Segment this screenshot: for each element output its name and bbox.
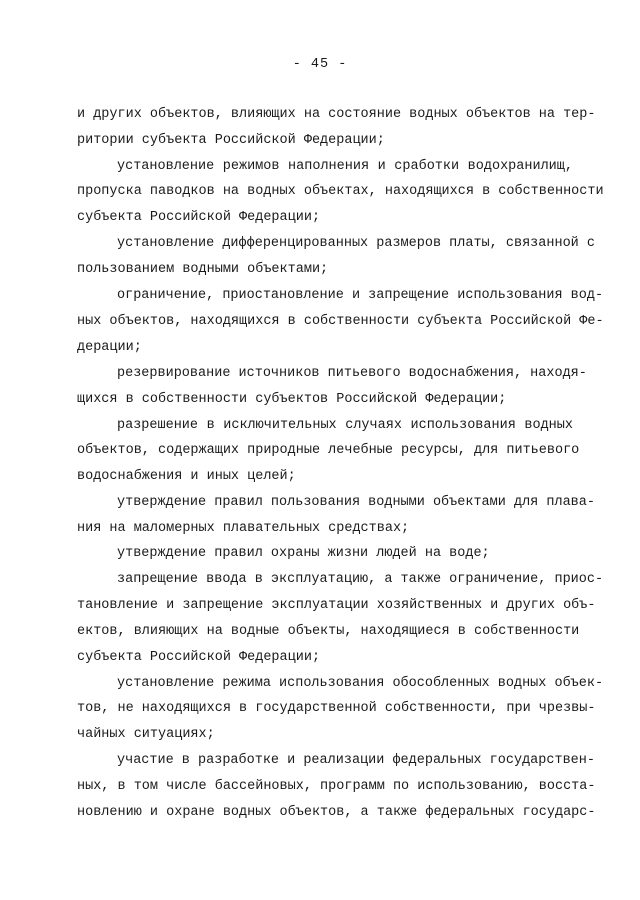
text-line: ектов, влияющих на водные объекты, находящиеся в собственности xyxy=(77,624,580,639)
text-line: пропуска паводков на водных объектах, находящихся в собственности xyxy=(77,184,604,199)
text-line: запрещение ввода в эксплуатацию, а также ограничение, приос- xyxy=(117,572,604,587)
text-line: участие в разработке и реализации федеральных государствен- xyxy=(117,753,595,768)
text-line: объектов, содержащих природные лечебные ресурсы, для питьевого xyxy=(77,443,580,458)
text-line: разрешение в исключительных случаях использования водных xyxy=(117,418,573,433)
text-line: дерации; xyxy=(77,340,142,355)
text-line: ритории субъекта Российской Федерации; xyxy=(77,133,385,148)
text-line: ных объектов, находящихся в собственности субъекта Российской Фе- xyxy=(77,314,604,329)
text-line: утверждение правил охраны жизни людей на воде; xyxy=(117,546,490,561)
text-line: водоснабжения и иных целей; xyxy=(77,469,296,484)
text-line: установление режима использования обособленных водных объек- xyxy=(117,676,604,691)
text-line: чайных ситуациях; xyxy=(77,727,215,742)
text-line: пользованием водными объектами; xyxy=(77,262,329,277)
text-line: субъекта Российской Федерации; xyxy=(77,650,321,665)
text-line: резервирование источников питьевого водоснабжения, находя- xyxy=(117,366,587,381)
page-number: - 45 - xyxy=(292,57,348,72)
text-line: ния на маломерных плавательных средствах; xyxy=(77,521,410,536)
text-line: щихся в собственности субъектов Российской Федерации; xyxy=(77,392,507,407)
text-line: новлению и охране водных объектов, а также федеральных государс- xyxy=(77,805,596,820)
text-line: утверждение правил пользования водными объектами для плава- xyxy=(117,495,595,510)
text-line: ных, в том числе бассейновых, программ по использованию, восста- xyxy=(77,779,596,794)
text-line: тановление и запрещение эксплуатации хозяйственных и других объ- xyxy=(77,598,596,613)
text-line: установление дифференцированных размеров платы, связанной с xyxy=(117,236,595,251)
text-line: ограничение, приостановление и запрещение использования вод- xyxy=(117,288,604,303)
text-line: установление режимов наполнения и сработки водохранилищ, xyxy=(117,159,573,174)
text-line: и других объектов, влияющих на состояние водных объектов на тер- xyxy=(77,107,596,122)
text-line: субъекта Российской Федерации; xyxy=(77,210,321,225)
text-line: тов, не находящихся в государственной собственности, при чрезвы- xyxy=(77,701,596,716)
